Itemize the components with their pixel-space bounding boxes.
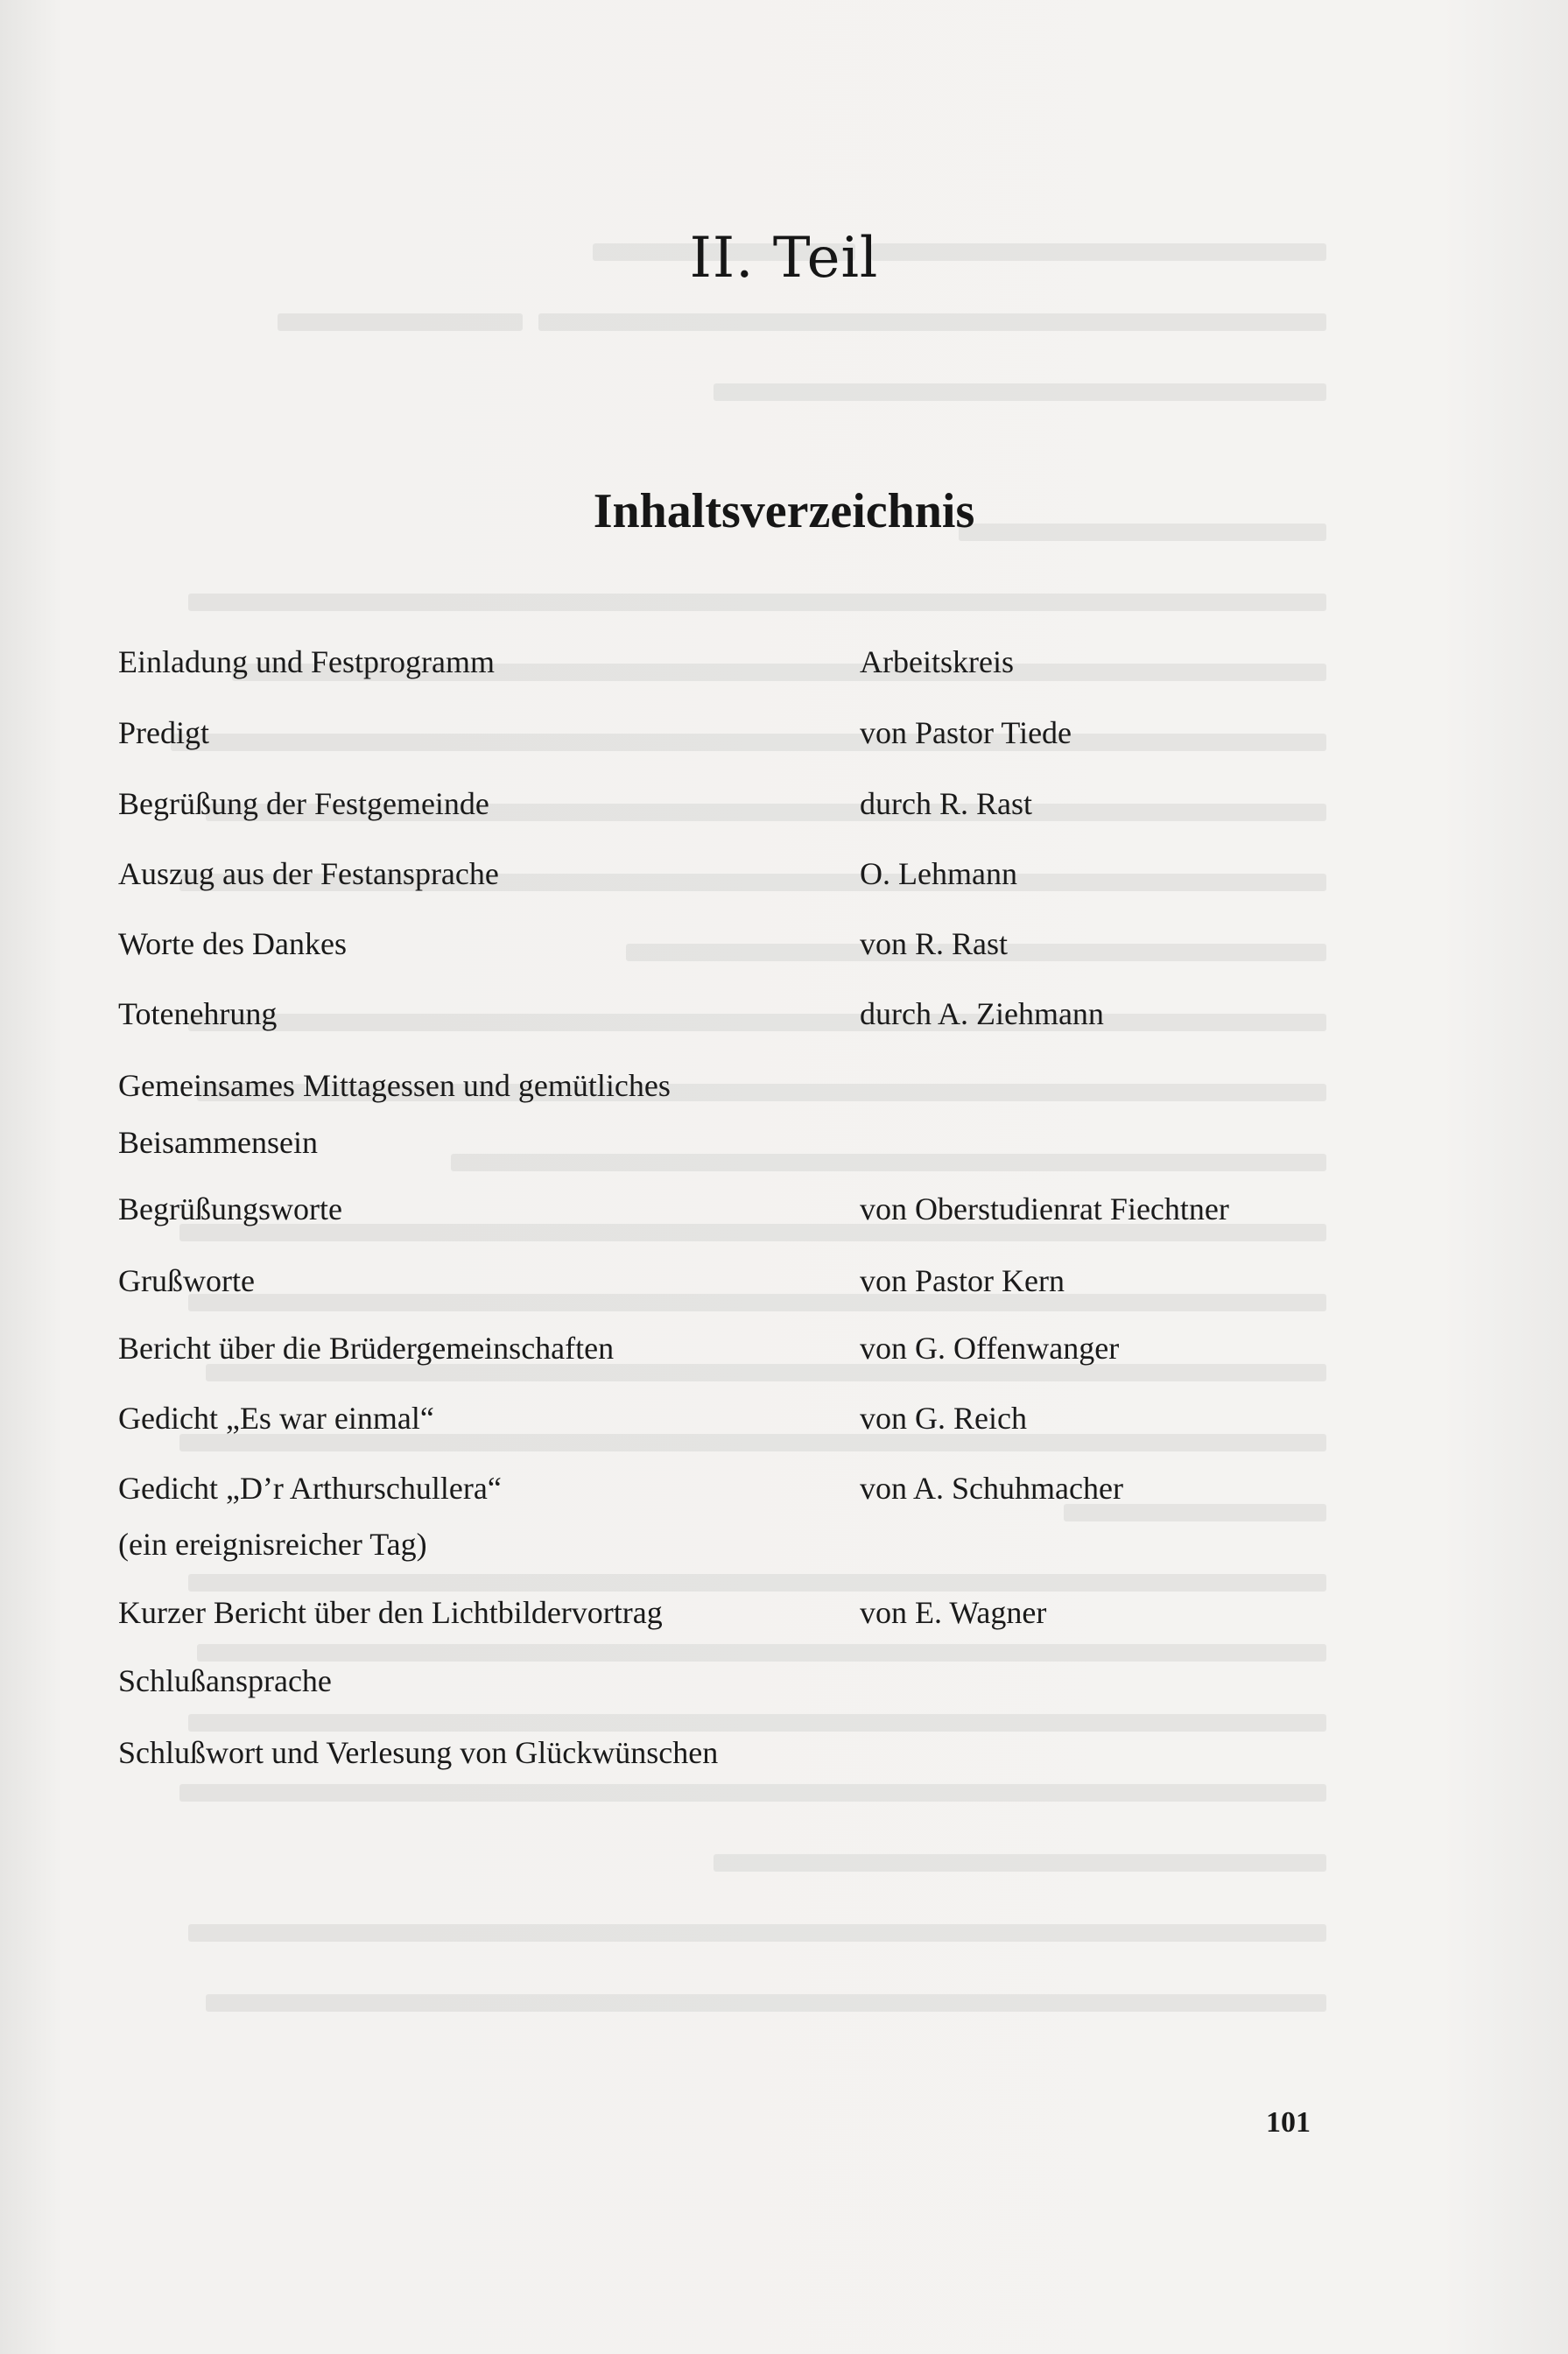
toc-entry-title: Totenehrung (118, 996, 278, 1031)
toc-entry-title: Grußworte (118, 1263, 255, 1298)
page-number: 101 (1266, 2106, 1311, 2139)
toc-entry-author: von Pastor Kern (860, 1263, 1065, 1298)
toc-entry-author: Arbeitskreis (860, 644, 1014, 679)
toc-entry-title: Schlußwort und Verlesung von Glückwünschen (118, 1735, 719, 1770)
toc-entry-title: Gemeinsames Mittagessen und gemütliches (118, 1068, 671, 1103)
toc-entry-author: von Oberstudienrat Fiechtner (860, 1191, 1229, 1226)
toc-entry-title: Gedicht „D’r Arthurschullera“ (118, 1471, 502, 1506)
part-title: II. Teil (689, 226, 879, 291)
toc-entry-title: Begrüßung der Festgemeinde (118, 786, 489, 821)
toc-entry-author: von G. Offenwanger (860, 1331, 1120, 1366)
toc-entry-title: Auszug aus der Festansprache (118, 856, 499, 891)
toc-entry-title: Worte des Dankes (118, 926, 348, 961)
toc-entry-title: Kurzer Bericht über den Lichtbildervortrag (118, 1595, 663, 1630)
toc-entry-title-continued: (ein ereignisreicher Tag) (118, 1527, 427, 1562)
toc-entry-author: von A. Schuhmacher (860, 1471, 1123, 1506)
toc-entry-title: Bericht über die Brüdergemeinschaften (118, 1331, 615, 1366)
toc-entry-author: von G. Reich (860, 1401, 1027, 1436)
toc-entry-author: durch R. Rast (860, 786, 1032, 821)
toc-entry-author: O. Lehmann (860, 856, 1017, 891)
toc-entry-author: von R. Rast (860, 926, 1009, 961)
toc-entry-title: Begrüßungsworte (118, 1191, 342, 1226)
toc-entry-author: von Pastor Tiede (860, 715, 1072, 750)
toc-entry-title: Predigt (118, 715, 209, 750)
toc-entry-title-continued: Beisammensein (118, 1125, 318, 1160)
toc-entry-title: Einladung und Festprogramm (118, 644, 495, 679)
toc-entry-author: von E. Wagner (860, 1595, 1047, 1630)
toc-title: Inhaltsverzeichnis (593, 484, 975, 538)
toc-entry-title: Schlußansprache (118, 1663, 332, 1698)
toc-entry-title: Gedicht „Es war einmal“ (118, 1401, 434, 1436)
toc-entry-author: durch A. Ziehmann (860, 996, 1104, 1031)
